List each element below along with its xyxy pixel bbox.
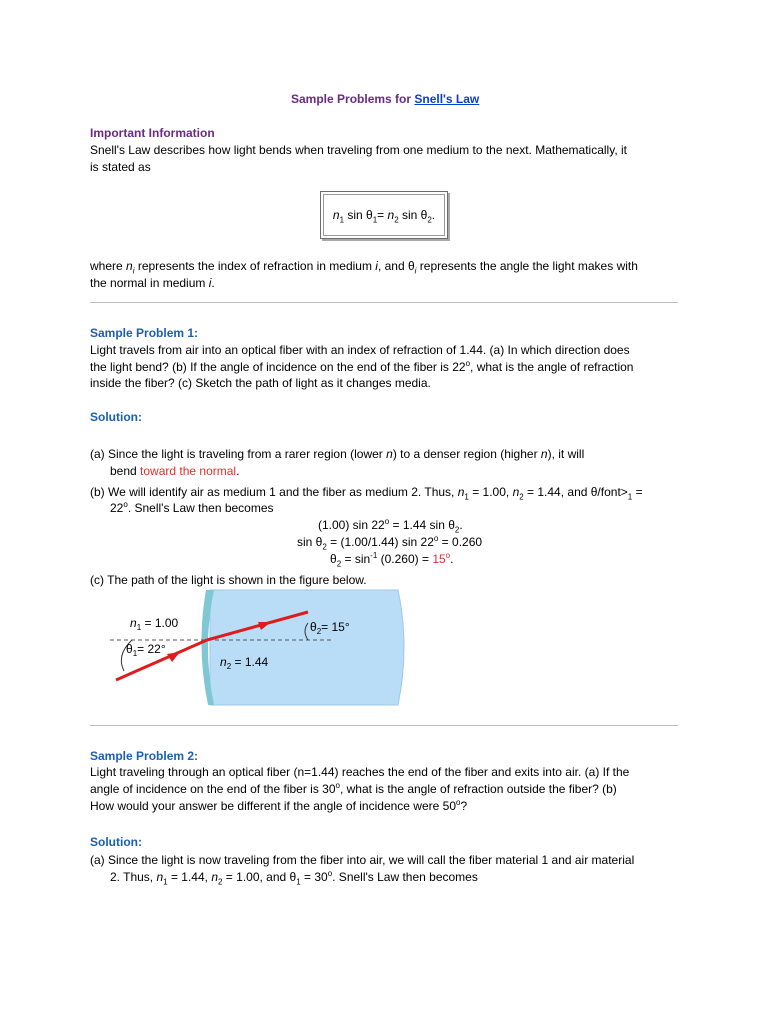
solution-1a-line-1: (a) Since the light is traveling from a rarer region (lower n) to a denser region (higher n), it will: [90, 447, 585, 461]
refraction-figure: [110, 585, 410, 710]
divider-2: [90, 725, 678, 726]
snells-law-formula: $n_1$ $\sin \theta_1= n_2$ $\sin \theta_2$.: [332, 208, 436, 225]
fiber-body: [210, 590, 404, 705]
solution-2-heading: Solution:: [90, 835, 142, 849]
solution-2a-line-2: 2. Thus, $n_1 = 1.44$, $n_2 = 1.00$, and $\theta_1 = 30^o$. Snell's Law then becomes: [110, 869, 478, 887]
problem-2-line-2: angle of incidence on the end of the fiber is 30$^o$, what is the angle of refraction outside the fiber? (b): [90, 781, 617, 796]
equation-1: (1.00) $\sin 22^o = 1.44$ $\sin \theta_2$.: [318, 517, 463, 535]
n2-label: $n_2 = 1.44$: [220, 655, 269, 671]
title-prefix: Sample Problems for: [291, 92, 415, 106]
theta-1-label: $\theta_1= 22^\circ$: [126, 642, 166, 658]
important-line-1: Snell's Law describes how light bends when traveling from one medium to the next. Mathematically, it: [90, 143, 627, 157]
problem-1-heading: Sample Problem 1:: [90, 326, 199, 340]
problem-2-heading: Sample Problem 2:: [90, 749, 199, 763]
solution-1b-line-1: (b) We will identify air as medium 1 and the fiber as medium 2. Thus, $n_1 = 1.00$, $n_2 = 1.44$, and $\theta/font>_1$ =: [90, 485, 643, 502]
where-line-2: the normal in medium i.: [90, 276, 215, 290]
problem-1-line-3: inside the fiber? (c) Sketch the path of light as it changes media.: [90, 376, 431, 390]
theta-2-label: $\theta_2= 15^\circ$: [310, 620, 350, 636]
solution-1a-line-2: bend toward the normal.: [110, 464, 240, 478]
incident-ray-arrow: [167, 652, 180, 662]
important-line-2: is stated as: [90, 160, 151, 174]
equation-3: $\theta_2 = \sin^{-1} (0.260) = 15^o$.: [330, 551, 454, 569]
equation-2: $\sin \theta_2 = (1.00/1.44)$ $\sin 22^o = 0.260$: [297, 534, 483, 552]
solution-1c: (c) The path of the light is shown in the figure below.: [90, 573, 367, 587]
problem-1-line-2: the light bend? (b) If the angle of incidence on the end of the fiber is 22$^o$, what is the angle of refraction: [90, 359, 634, 374]
n1-label: $n_1 = 1.00$: [130, 616, 179, 632]
snells-law-link[interactable]: Snell's Law: [414, 92, 480, 106]
where-line-1: where $n_i$ represents the index of refraction in medium i, and $\theta_i$ represents the angle the light makes with: [90, 259, 638, 276]
snells-law-formula-box: [320, 191, 448, 239]
solution-2a-line-1: (a) Since the light is now traveling from the fiber into air, we will call the fiber material 1 and air material: [90, 853, 635, 867]
important-heading: Important Information: [90, 126, 215, 140]
problem-2-line-3: How would your answer be different if the angle of incidence were 50$^o$?: [90, 798, 468, 813]
problem-1-line-1: Light travels from air into an optical fiber with an index of refraction of 1.44. (a) In which direction does: [90, 343, 630, 357]
solution-1-heading: Solution:: [90, 410, 142, 424]
page-title: [291, 92, 479, 106]
problem-2-line-1: Light traveling through an optical fiber (n=1.44) reaches the end of the fiber and exits into air. (a) If the: [90, 765, 630, 779]
divider-1: [90, 302, 678, 303]
solution-1b-line-2: 22$^o$. Snell's Law then becomes: [110, 500, 274, 515]
